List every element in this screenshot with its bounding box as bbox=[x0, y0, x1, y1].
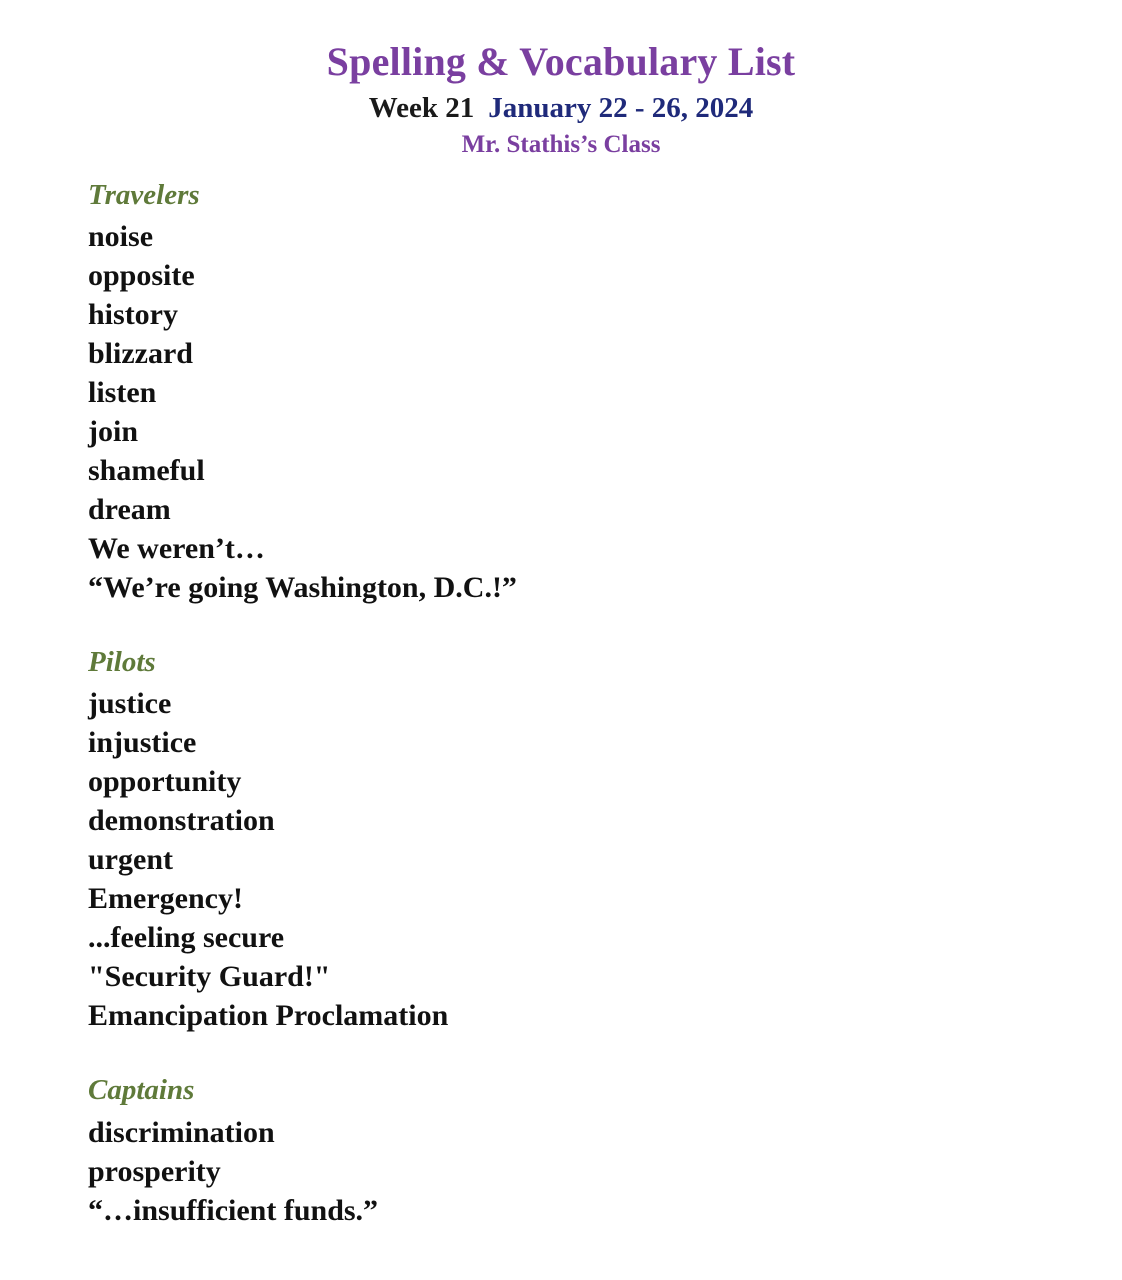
list-item: justice bbox=[88, 687, 172, 721]
list-item: opposite bbox=[88, 259, 195, 293]
list-item: ...feeling secure bbox=[88, 921, 285, 955]
word-group-travelers bbox=[88, 176, 1122, 607]
list-item: "Security Guard!" bbox=[88, 960, 331, 994]
group-heading: Captains bbox=[88, 1074, 195, 1107]
list-item: blizzard bbox=[88, 337, 193, 371]
page-title: Spelling & Vocabulary List bbox=[326, 39, 796, 84]
word-group-pilots bbox=[88, 643, 1122, 1035]
list-item: noise bbox=[88, 220, 154, 254]
week-label: Week 21 bbox=[368, 92, 475, 124]
list-item: join bbox=[88, 415, 139, 449]
list-item: discrimination bbox=[88, 1115, 275, 1149]
word-list-content bbox=[0, 176, 1122, 1229]
list-item: prosperity bbox=[88, 1154, 221, 1188]
document-header bbox=[0, 0, 1122, 160]
list-item: listen bbox=[88, 376, 157, 410]
week-and-date-line bbox=[0, 92, 1122, 125]
group-heading: Pilots bbox=[88, 646, 156, 679]
class-line: Mr. Stathis’s Class bbox=[461, 131, 661, 159]
list-item: Emancipation Proclamation bbox=[88, 999, 449, 1033]
list-item: “…insufficient funds.” bbox=[88, 1193, 379, 1227]
list-item: urgent bbox=[88, 843, 173, 877]
list-item: injustice bbox=[88, 726, 197, 760]
list-item: We weren’t… bbox=[88, 532, 265, 566]
list-item: demonstration bbox=[88, 804, 275, 838]
list-item: dream bbox=[88, 493, 171, 527]
list-item: “We’re going Washington, D.C.!” bbox=[88, 571, 517, 605]
list-item: shameful bbox=[88, 454, 205, 488]
group-heading: Travelers bbox=[88, 179, 200, 212]
list-item: history bbox=[88, 298, 178, 332]
list-item: opportunity bbox=[88, 765, 242, 799]
date-range: January 22 - 26, 2024 bbox=[488, 92, 754, 124]
list-item: Emergency! bbox=[88, 882, 243, 916]
word-group-captains bbox=[88, 1071, 1122, 1229]
